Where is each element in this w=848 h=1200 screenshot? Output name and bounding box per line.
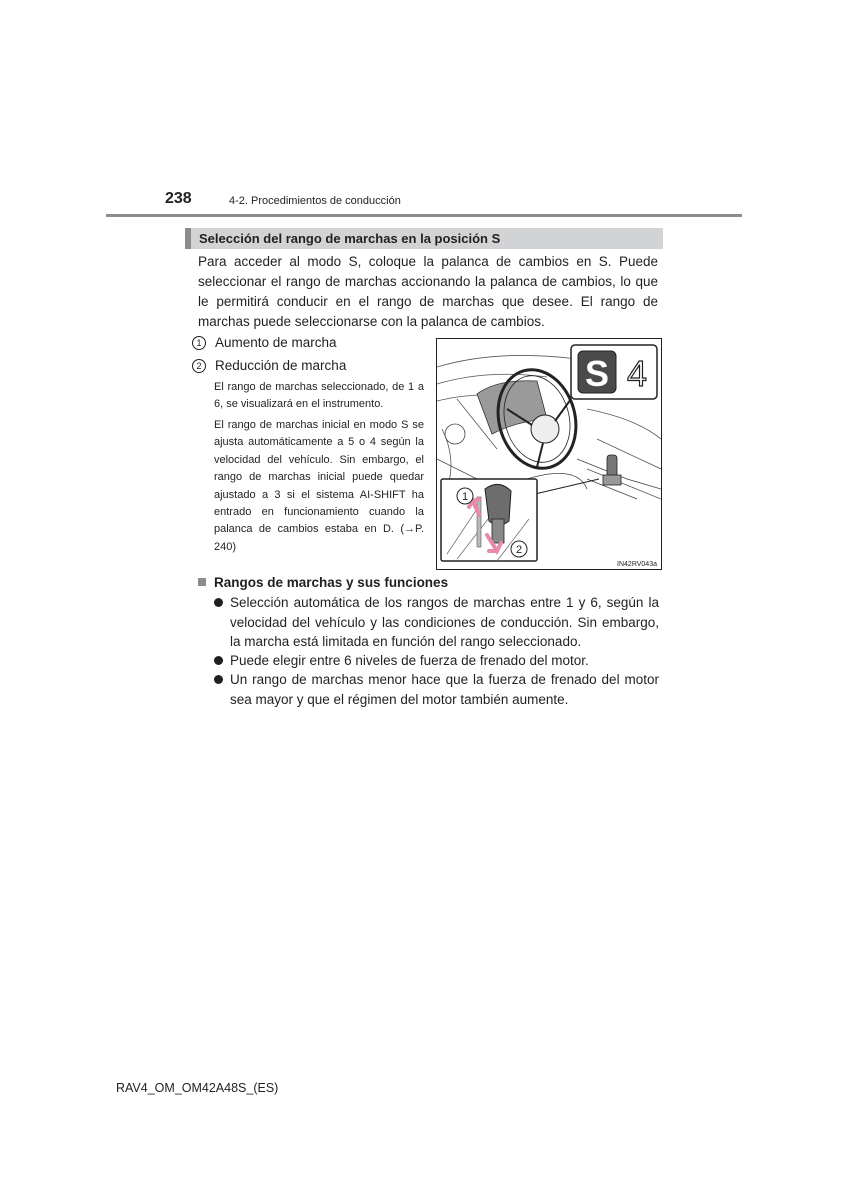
footer-code: RAV4_OM_OM42A48S_(ES) bbox=[116, 1081, 279, 1095]
number-circle-1: 1 bbox=[192, 336, 206, 350]
bullet-dot-icon bbox=[214, 598, 223, 607]
note-initial-gear: El rango de marchas inicial en modo S se ajusta automáticamente a 5 o 4 según la velocidad del vehículo. Sin embargo, el rango de marchas inicial puede quedar ajustado a 3 si el sistema AI-SHIFT ha entrado en funcionamiento cuando la palanca de cambios estaba en D. (→P. 240) bbox=[214, 419, 424, 553]
center-console bbox=[527, 459, 661, 499]
lever-closeup bbox=[441, 479, 537, 561]
bullet-text: Un rango de marchas menor hace que la fuerza de frenado del motor sea mayor y que el régimen del motor también aumente. bbox=[230, 672, 659, 707]
bullet-item bbox=[214, 593, 659, 652]
gear-lever-small bbox=[603, 455, 621, 485]
number-circle-2: 2 bbox=[192, 359, 206, 373]
subsection-title-text: Rangos de marchas y sus funciones bbox=[214, 575, 449, 590]
page-number: 238 bbox=[165, 190, 192, 207]
display-gear-number: 4 bbox=[626, 353, 648, 394]
air-vent bbox=[445, 424, 465, 444]
section-title: Selección del rango de marchas en la posición S bbox=[185, 228, 663, 249]
bullet-text: Puede elegir entre 6 niveles de fuerza de frenado del motor. bbox=[230, 653, 589, 668]
shift-lever-illustration bbox=[436, 338, 662, 570]
bullet-dot-icon bbox=[214, 675, 223, 684]
item-label-upshift: Aumento de marcha bbox=[215, 335, 337, 350]
figure-code: IN42RV043a bbox=[617, 561, 657, 568]
bullet-item bbox=[214, 670, 659, 709]
note-gear-display: El rango de marchas seleccionado, de 1 a 6, se visualizará en el instrumento. bbox=[214, 381, 424, 411]
display-letter: S bbox=[584, 353, 610, 394]
callout-2: 2 bbox=[515, 544, 523, 556]
bullet-dot-icon bbox=[214, 656, 223, 665]
gear-display bbox=[571, 345, 657, 399]
item-label-downshift: Reducción de marcha bbox=[215, 358, 347, 373]
callout-1: 1 bbox=[461, 491, 469, 503]
header-rule bbox=[106, 214, 742, 217]
bullet-item bbox=[214, 651, 659, 671]
section-reference: 4-2. Procedimientos de conducción bbox=[229, 195, 401, 207]
leader-line bbox=[535, 479, 599, 494]
numbered-item-upshift bbox=[192, 333, 337, 353]
square-bullet-icon bbox=[198, 578, 206, 586]
numbered-item-downshift bbox=[192, 356, 346, 376]
bullet-text: Selección automática de los rangos de marchas entre 1 y 6, según la velocidad del vehículo y las condiciones de conducción. Sin embargo, la marcha está limitada en función del rango seleccionado. bbox=[230, 595, 659, 649]
intro-paragraph: Para acceder al modo S, coloque la palanca de cambios en S. Puede seleccionar el rango de marchas accionando la palanca de cambios, lo que le permitirá conducir en el rango de marchas que desee. El rango de marchas puede seleccionarse con la palanca de cambios. bbox=[198, 254, 658, 329]
subsection-title bbox=[198, 574, 448, 592]
